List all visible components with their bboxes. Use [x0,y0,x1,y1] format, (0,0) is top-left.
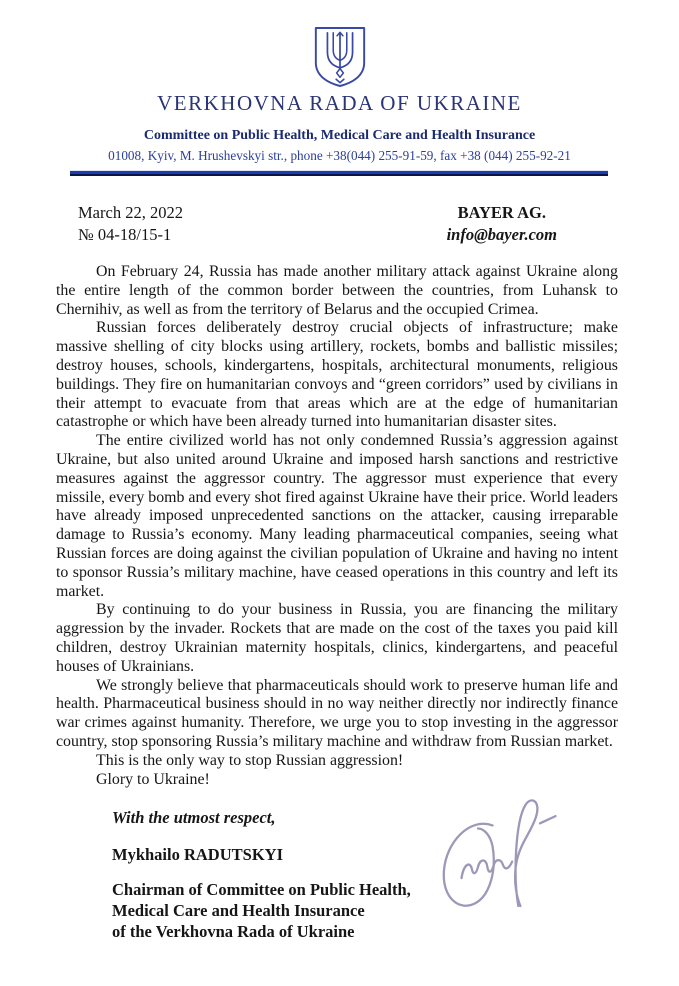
date-and-reference [78,202,183,246]
letterhead-divider-rule [70,170,608,176]
body-paragraph-3: The entire civilized world has not only condemned Russia’s aggression against Ukraine, but also united around Ukraine and imposed harsh sanctions and restrictive measures against the aggressor country. The aggressor must experience that every missile, every bomb and every shot fired against Ukraine have their price. World leaders have already imposed unprecedented sanctions on the attacker, causing irreparable damage to Russia’s economy. Many leading pharmaceutical companies, seeing what Russian forces are doing against the civilian population of Ukraine and having no intent to sponsor Russia’s military machine, have ceased operations in this country and left its market. [56,432,618,600]
letterhead-title: VERKHOVNA RADA OF UKRAINE [157,91,522,115]
valediction: With the utmost respect, [112,808,276,828]
body-paragraph-4: By continuing to do your business in Russia, you are financing the military aggression by the invader. Rockets that are made on the cost of the taxes you paid kill children, destroy Ukrainian maternity hospitals, clinics, kindergartens, and peaceful houses of Ukrainians. [56,601,618,675]
letterhead-address-line: 01008, Kyiv, M. Hrushevskyi str., phone +38(044) 255-91-59, fax +38 (044) 255-92-21 [108,148,571,163]
ukraine-trident-emblem-icon [311,26,369,88]
closing-line-2: Glory to Ukraine! [96,770,210,788]
date-line: March 22, 2022 [78,203,183,222]
reference-number: № 04-18/15-1 [78,225,172,244]
body-paragraph-2: Russian forces deliberately destroy crucial objects of infrastructure; make massive shelling of city blocks using artillery, rockets, bombs and ballistic missiles; destroy houses, schools, kindergartens, hospitals, architectural monuments, religious buildings. They fire on humanitarian convoys and “green corridors” used by civilians in their attempt to evacuate from that areas which are at the edge of humanitarian catastrophe or which have been already turned into humanitarian disaster sites. [56,319,618,431]
body-paragraph-1: On February 24, Russia has made another military attack against Ukraine along the entire length of the common border between the countries, from Luhansk to Chernihiv, as well as from the territory of Belarus and the occupied Crimea. [56,263,618,318]
signer-title-line-3: of the Verkhovna Rada of Ukraine [112,922,355,942]
signature-block [112,807,679,942]
meta-row [78,202,557,246]
letterhead [0,26,679,176]
recipient-block [447,202,557,246]
recipient-email: info@bayer.com [446,225,557,244]
signer-title [112,879,679,942]
letterhead-committee-line: Committee on Public Health, Medical Care and Health Insurance [143,128,536,143]
body-paragraph-5: We strongly believe that pharmaceuticals should work to preserve human life and health. Pharmaceutical business should in no way neither directly nor indirectly finance war crimes against humanity. Therefore, we urge you to stop investing in the aggressor country, stop sponsoring Russia’s military machine and withdraw from Russian market. [56,676,618,750]
recipient-name: BAYER AG. [457,203,546,222]
closing-lines [56,752,618,790]
closing-line-1: This is the only way to stop Russian aggression! [96,751,404,769]
letter-body [56,263,618,789]
signer-title-line-2: Medical Care and Health Insurance [112,901,365,921]
signer-title-line-1: Chairman of Committee on Public Health, [112,880,411,900]
letter-page [0,26,679,986]
signer-name: Mykhailo RADUTSKYI [112,845,283,865]
